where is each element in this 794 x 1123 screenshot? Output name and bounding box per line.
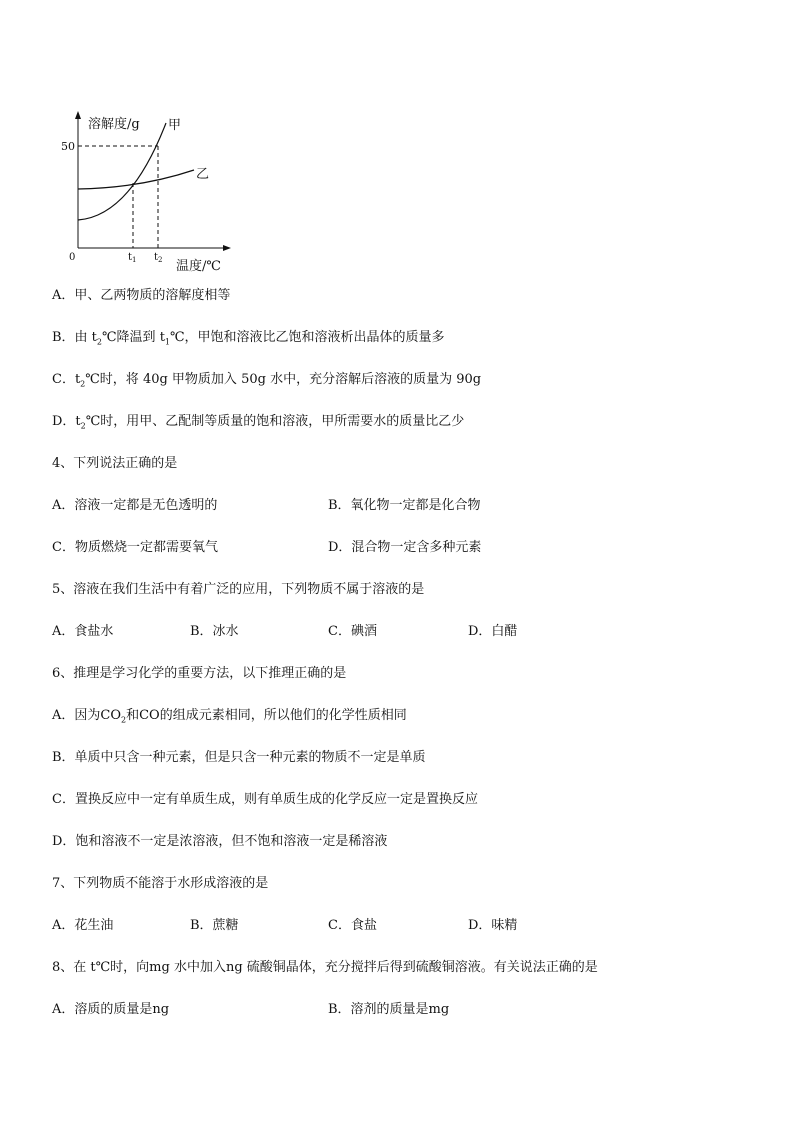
q5-option-b: B．冰水 [190,624,239,639]
q6-option-b: B．单质中只含一种元素，但是只含一种元素的物质不一定是单质 [52,750,426,765]
x-axis-arrow-icon [223,245,231,251]
q3-option-c: C．$t_2℃$时，将 40g 甲物质加入 50g 水中，充分溶解后溶液的质量为 90g [52,372,482,389]
curve-jia [78,123,166,220]
q7-option-a: A．花生油 [52,918,114,933]
q5-stem: 5、溶液在我们生活中有着广泛的应用，下列物质不属于溶液的是 [52,582,425,597]
q8-stem: 8、在 t℃时，向mg 水中加入ng 硫酸铜晶体，充分搅拌后得到硫酸铜溶液。有关说法正确的是 [52,960,598,975]
y-tick-50: 50 [61,140,75,153]
q6-stem: 6、推理是学习化学的重要方法，以下推理正确的是 [52,666,347,681]
q4-option-b: B．氧化物一定都是化合物 [328,498,481,513]
q5-option-a: A．食盐水 [52,624,114,639]
q5-option-d: D．白醋 [468,624,518,639]
origin-label: 0 [69,252,76,263]
series-label-jia: 甲 [168,118,182,133]
solubility-curve-figure [60,108,240,278]
q7-stem: 7、下列物质不能溶于水形成溶液的是 [52,876,269,891]
q4-stem: 4、下列说法正确的是 [52,456,178,471]
q4-option-c: C．物质燃烧一定都需要氧气 [52,540,218,555]
q8-option-a: A．溶质的质量是ng [52,1002,170,1017]
curve-yi [78,170,194,189]
q6-option-c: C．置换反应中一定有单质生成，则有单质生成的化学反应一定是置换反应 [52,792,478,807]
q3-option-a: A．甲、乙两物质的溶解度相等 [52,288,231,303]
q8-option-b: B．溶剂的质量是mg [328,1002,450,1017]
x-tick-t2: $t_2$ [154,252,163,264]
q6-option-d: D．饱和溶液不一定是浓溶液，但不饱和溶液一定是稀溶液 [52,834,388,849]
q3-option-b: B．由 $t_2℃$降温到 $t_1℃$，甲饱和溶液比乙饱和溶液析出晶体的质量多 [52,330,445,347]
q3-option-d: D．$t_2℃$时，用甲、乙配制等质量的饱和溶液，甲所需要水的质量比乙少 [52,414,465,431]
q4-option-d: D．混合物一定含多种元素 [328,540,482,555]
q7-option-c: C．食盐 [328,918,377,933]
y-axis-arrow-icon [75,111,81,119]
q7-option-b: B．蔗糖 [190,918,239,933]
series-label-yi: 乙 [196,167,210,182]
q7-option-d: D．味精 [468,918,518,933]
q5-option-c: C．碘酒 [328,624,377,639]
x-axis-label: 温度/℃ [176,259,221,274]
q6-option-a: A．因为$CO_2$和CO的组成元素相同，所以他们的化学性质相同 [52,708,407,725]
q4-option-a: A．溶液一定都是无色透明的 [52,498,218,513]
x-tick-t1: $t_1$ [128,252,137,264]
y-axis-label: 溶解度/g [88,117,140,132]
